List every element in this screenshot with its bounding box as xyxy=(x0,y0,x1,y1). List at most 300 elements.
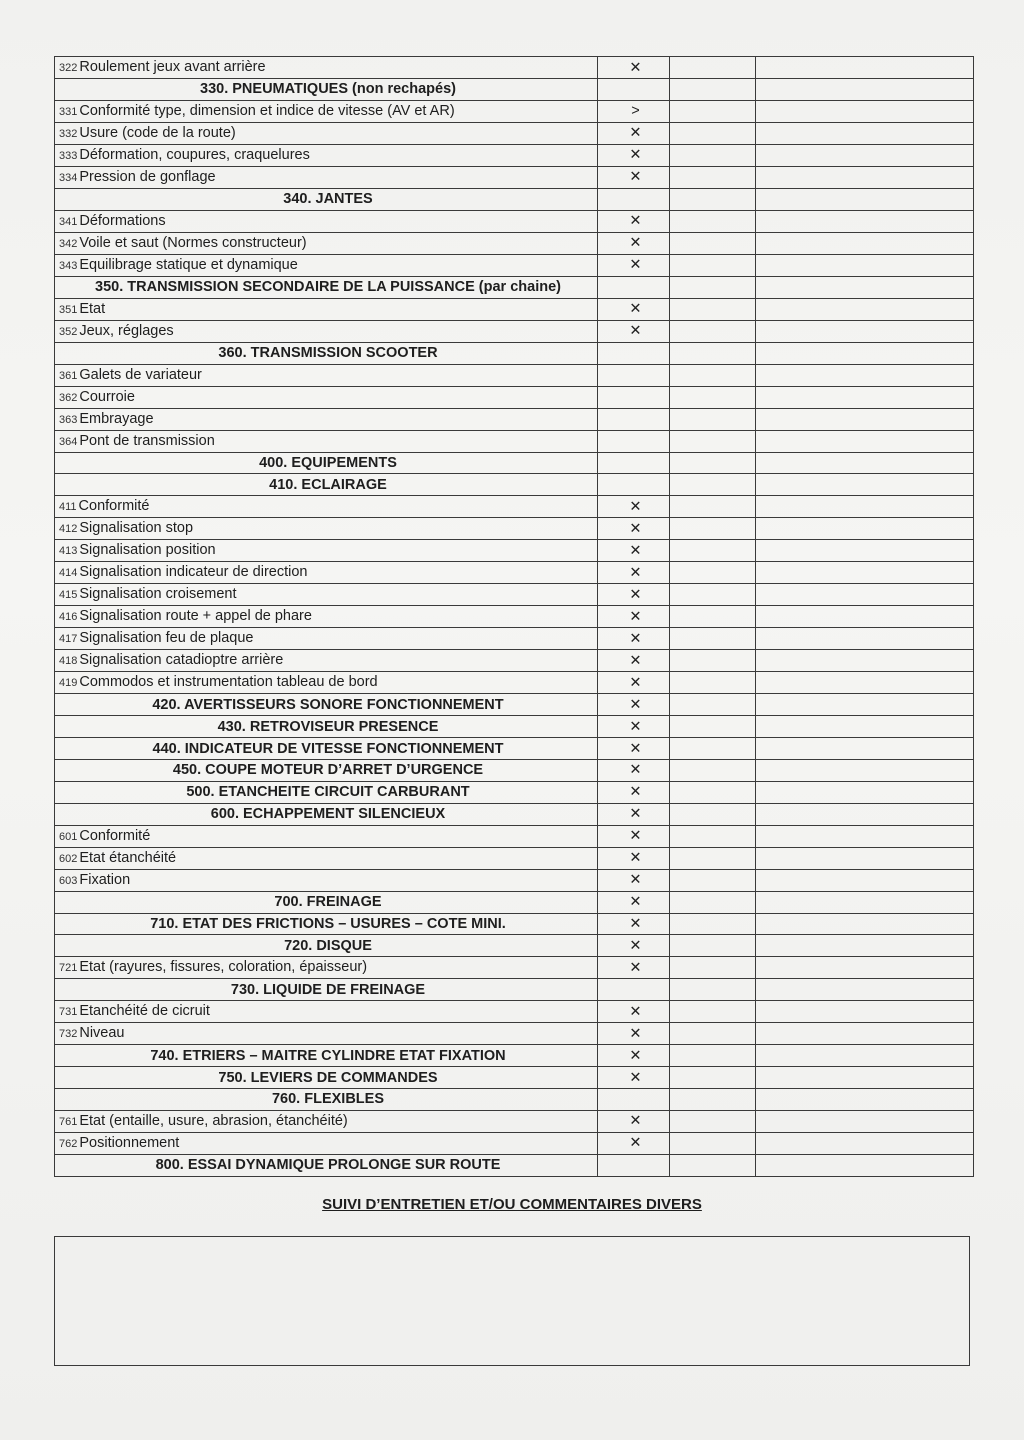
item-label-cell xyxy=(55,386,598,408)
item-label: Etanchéité de cicruit xyxy=(79,1003,210,1020)
section-row xyxy=(55,1089,974,1111)
empty-cell[interactable] xyxy=(670,452,756,474)
empty-cell[interactable] xyxy=(670,913,756,935)
section-heading: 330. PNEUMATIQUES (non rechapés) xyxy=(55,79,598,101)
item-label-cell xyxy=(55,320,598,342)
check-mark-cell[interactable]: ✕ xyxy=(598,232,670,254)
item-number: 364 xyxy=(59,435,78,448)
item-label: Pression de gonflage xyxy=(79,168,216,185)
remarks-cell[interactable] xyxy=(756,1067,974,1089)
check-mark-cell[interactable] xyxy=(598,474,670,496)
remarks-cell[interactable] xyxy=(756,496,974,518)
item-label-cell xyxy=(55,57,598,79)
check-mark-cell[interactable]: ✕ xyxy=(598,584,670,606)
section-row xyxy=(55,738,974,760)
empty-cell[interactable] xyxy=(670,760,756,782)
check-mark-cell[interactable]: ✕ xyxy=(598,298,670,320)
remarks-cell[interactable] xyxy=(756,979,974,1001)
section-heading: 800. ESSAI DYNAMIQUE PROLONGE SUR ROUTE xyxy=(55,1154,598,1176)
empty-cell[interactable] xyxy=(670,188,756,210)
section-heading: 430. RETROVISEUR PRESENCE xyxy=(55,716,598,738)
check-mark-cell[interactable]: ✕ xyxy=(598,781,670,803)
item-row xyxy=(55,672,974,694)
item-label-cell xyxy=(55,650,598,672)
item-label-cell xyxy=(55,584,598,606)
remarks-cell[interactable] xyxy=(756,1110,974,1132)
check-mark-cell[interactable]: ✕ xyxy=(598,1045,670,1067)
remarks-cell[interactable] xyxy=(756,79,974,101)
check-mark-cell[interactable]: ✕ xyxy=(598,672,670,694)
remarks-cell[interactable] xyxy=(756,760,974,782)
item-row xyxy=(55,364,974,386)
empty-cell[interactable] xyxy=(670,122,756,144)
check-mark-cell[interactable]: ✕ xyxy=(598,935,670,957)
section-heading: 750. LEVIERS DE COMMANDES xyxy=(55,1067,598,1089)
item-row xyxy=(55,100,974,122)
remarks-cell[interactable] xyxy=(756,913,974,935)
item-number: 416 xyxy=(59,611,78,624)
item-label-cell xyxy=(55,122,598,144)
section-heading: 700. FREINAGE xyxy=(55,891,598,913)
item-label: Niveau xyxy=(79,1025,125,1042)
item-number: 334 xyxy=(59,171,78,184)
section-row xyxy=(55,913,974,935)
section-heading: 350. TRANSMISSION SECONDAIRE DE LA PUISSANCE (par chaine) xyxy=(55,276,598,298)
remarks-cell[interactable] xyxy=(756,869,974,891)
section-heading: 420. AVERTISSEURS SONORE FONCTIONNEMENT xyxy=(55,694,598,716)
remarks-cell[interactable] xyxy=(756,210,974,232)
empty-cell[interactable] xyxy=(670,716,756,738)
remarks-cell[interactable] xyxy=(756,474,974,496)
item-number: 731 xyxy=(59,1006,78,1019)
item-number: 331 xyxy=(59,105,78,118)
section-heading: 720. DISQUE xyxy=(55,935,598,957)
check-mark-cell[interactable]: ✕ xyxy=(598,320,670,342)
check-mark-cell[interactable] xyxy=(598,1154,670,1176)
section-row xyxy=(55,1067,974,1089)
item-row xyxy=(55,254,974,276)
section-heading: 360. TRANSMISSION SCOOTER xyxy=(55,342,598,364)
item-number: 415 xyxy=(59,589,78,602)
item-row xyxy=(55,562,974,584)
section-heading: 410. ECLAIRAGE xyxy=(55,474,598,496)
check-mark-cell[interactable]: ✕ xyxy=(598,913,670,935)
item-row xyxy=(55,628,974,650)
item-label-cell xyxy=(55,606,598,628)
empty-cell[interactable] xyxy=(670,540,756,562)
item-label: Déformations xyxy=(79,212,166,229)
item-label: Jeux, réglages xyxy=(79,322,174,339)
item-row xyxy=(55,825,974,847)
item-label-cell xyxy=(55,1132,598,1154)
check-mark-cell[interactable]: ✕ xyxy=(598,122,670,144)
check-mark-cell[interactable]: ✕ xyxy=(598,650,670,672)
empty-cell[interactable] xyxy=(670,1132,756,1154)
section-heading: 440. INDICATEUR DE VITESSE FONCTIONNEMENT xyxy=(55,738,598,760)
section-row xyxy=(55,188,974,210)
check-mark-cell[interactable]: ✕ xyxy=(598,803,670,825)
item-number: 322 xyxy=(59,62,78,74)
remarks-cell[interactable] xyxy=(756,650,974,672)
check-mark-cell[interactable]: ✕ xyxy=(598,518,670,540)
remarks-cell[interactable] xyxy=(756,320,974,342)
check-mark-cell[interactable]: ✕ xyxy=(598,210,670,232)
check-mark-cell[interactable] xyxy=(598,408,670,430)
empty-cell[interactable] xyxy=(670,803,756,825)
empty-cell[interactable] xyxy=(670,825,756,847)
item-label: Signalisation position xyxy=(79,542,216,559)
item-row xyxy=(55,57,974,79)
item-number: 362 xyxy=(59,391,78,404)
item-label: Equilibrage statique et dynamique xyxy=(79,256,298,273)
item-label-cell xyxy=(55,210,598,232)
empty-cell[interactable] xyxy=(670,430,756,452)
item-label-cell xyxy=(55,825,598,847)
item-label: Usure (code de la route) xyxy=(79,124,236,141)
item-label: Pont de transmission xyxy=(79,432,215,449)
remarks-cell[interactable] xyxy=(756,672,974,694)
item-number: 343 xyxy=(59,259,78,272)
remarks-cell[interactable] xyxy=(756,144,974,166)
item-label: Signalisation stop xyxy=(79,520,194,537)
item-label-cell xyxy=(55,496,598,518)
check-mark-cell[interactable] xyxy=(598,979,670,1001)
empty-cell[interactable] xyxy=(670,496,756,518)
remarks-cell[interactable] xyxy=(756,584,974,606)
item-label: Conformité xyxy=(78,498,150,515)
remarks-cell[interactable] xyxy=(756,540,974,562)
empty-cell[interactable] xyxy=(670,1154,756,1176)
item-label: Déformation, coupures, craquelures xyxy=(79,146,310,163)
check-mark-cell[interactable]: ✕ xyxy=(598,891,670,913)
remarks-cell[interactable] xyxy=(756,1089,974,1111)
remarks-cell[interactable] xyxy=(756,408,974,430)
empty-cell[interactable] xyxy=(670,298,756,320)
item-row xyxy=(55,650,974,672)
check-mark-cell[interactable]: ✕ xyxy=(598,144,670,166)
item-number: 333 xyxy=(59,149,78,162)
item-number: 342 xyxy=(59,237,78,250)
check-mark-cell[interactable] xyxy=(598,188,670,210)
item-number: 603 xyxy=(59,874,78,887)
remarks-cell[interactable] xyxy=(756,364,974,386)
empty-cell[interactable] xyxy=(670,1001,756,1023)
section-row xyxy=(55,474,974,496)
item-label: Etat xyxy=(79,300,106,317)
remarks-cell[interactable] xyxy=(756,100,974,122)
empty-cell[interactable] xyxy=(670,628,756,650)
item-number: 363 xyxy=(59,413,78,426)
check-mark-cell[interactable]: ✕ xyxy=(598,57,670,79)
remarks-cell[interactable] xyxy=(756,1001,974,1023)
empty-cell[interactable] xyxy=(670,232,756,254)
check-mark-cell[interactable]: ✕ xyxy=(598,562,670,584)
section-row xyxy=(55,935,974,957)
check-mark-cell[interactable]: ✕ xyxy=(598,628,670,650)
check-mark-cell[interactable] xyxy=(598,79,670,101)
item-row xyxy=(55,166,974,188)
empty-cell[interactable] xyxy=(670,166,756,188)
empty-cell[interactable] xyxy=(670,672,756,694)
empty-cell[interactable] xyxy=(670,320,756,342)
empty-cell[interactable] xyxy=(670,1023,756,1045)
section-heading: 710. ETAT DES FRICTIONS – USURES – COTE MINI. xyxy=(55,913,598,935)
item-label-cell xyxy=(55,1110,598,1132)
item-label-cell xyxy=(55,847,598,869)
check-mark-cell[interactable]: > xyxy=(598,100,670,122)
check-mark-cell[interactable] xyxy=(598,276,670,298)
comments-box[interactable] xyxy=(54,1236,970,1366)
empty-cell[interactable] xyxy=(670,781,756,803)
item-label: Positionnement xyxy=(79,1134,180,1151)
item-row xyxy=(55,606,974,628)
item-row xyxy=(55,232,974,254)
item-label: Signalisation feu de plaque xyxy=(79,630,254,647)
remarks-cell[interactable] xyxy=(756,254,974,276)
check-mark-cell[interactable]: ✕ xyxy=(598,1023,670,1045)
check-mark-cell[interactable] xyxy=(598,386,670,408)
empty-cell[interactable] xyxy=(670,364,756,386)
remarks-cell[interactable] xyxy=(756,452,974,474)
item-row xyxy=(55,408,974,430)
check-mark-cell[interactable]: ✕ xyxy=(598,254,670,276)
empty-cell[interactable] xyxy=(670,891,756,913)
item-row xyxy=(55,1132,974,1154)
remarks-cell[interactable] xyxy=(756,847,974,869)
check-mark-cell[interactable]: ✕ xyxy=(598,1001,670,1023)
item-number: 761 xyxy=(59,1115,78,1128)
remarks-cell[interactable] xyxy=(756,276,974,298)
item-row xyxy=(55,386,974,408)
item-number: 361 xyxy=(59,369,78,382)
empty-cell[interactable] xyxy=(670,979,756,1001)
item-number: 412 xyxy=(59,523,78,536)
item-label: Etat étanchéité xyxy=(79,849,177,866)
item-label-cell xyxy=(55,628,598,650)
item-label-cell xyxy=(55,672,598,694)
item-label-cell xyxy=(55,364,598,386)
empty-cell[interactable] xyxy=(670,957,756,979)
empty-cell[interactable] xyxy=(670,584,756,606)
section-row xyxy=(55,979,974,1001)
item-label-cell xyxy=(55,869,598,891)
empty-cell[interactable] xyxy=(670,650,756,672)
remarks-cell[interactable] xyxy=(756,562,974,584)
empty-cell[interactable] xyxy=(670,210,756,232)
remarks-cell[interactable] xyxy=(756,232,974,254)
remarks-cell[interactable] xyxy=(756,1154,974,1176)
item-row xyxy=(55,210,974,232)
remarks-cell[interactable] xyxy=(756,518,974,540)
check-mark-cell[interactable]: ✕ xyxy=(598,738,670,760)
empty-cell[interactable] xyxy=(670,694,756,716)
remarks-cell[interactable] xyxy=(756,57,974,79)
item-label: Signalisation route + appel de phare xyxy=(79,608,312,625)
empty-cell[interactable] xyxy=(670,1089,756,1111)
section-heading: 450. COUPE MOTEUR D’ARRET D’URGENCE xyxy=(55,760,598,782)
section-row xyxy=(55,803,974,825)
item-row xyxy=(55,1110,974,1132)
remarks-cell[interactable] xyxy=(756,935,974,957)
section-row xyxy=(55,781,974,803)
remarks-cell[interactable] xyxy=(756,694,974,716)
item-label: Embrayage xyxy=(79,410,154,427)
remarks-cell[interactable] xyxy=(756,1132,974,1154)
check-mark-cell[interactable] xyxy=(598,452,670,474)
remarks-cell[interactable] xyxy=(756,122,974,144)
item-row xyxy=(55,518,974,540)
item-label: Conformité xyxy=(79,827,151,844)
remarks-cell[interactable] xyxy=(756,166,974,188)
empty-cell[interactable] xyxy=(670,408,756,430)
check-mark-cell[interactable]: ✕ xyxy=(598,540,670,562)
item-label-cell xyxy=(55,957,598,979)
section-heading: 740. ETRIERS – MAITRE CYLINDRE ETAT FIXATION xyxy=(55,1045,598,1067)
empty-cell[interactable] xyxy=(670,386,756,408)
remarks-cell[interactable] xyxy=(756,1045,974,1067)
remarks-cell[interactable] xyxy=(756,738,974,760)
check-mark-cell[interactable]: ✕ xyxy=(598,166,670,188)
item-label: Conformité type, dimension et indice de vitesse (AV et AR) xyxy=(79,102,455,119)
remarks-cell[interactable] xyxy=(756,781,974,803)
item-row xyxy=(55,1023,974,1045)
section-row xyxy=(55,452,974,474)
remarks-cell[interactable] xyxy=(756,606,974,628)
item-row xyxy=(55,847,974,869)
remarks-cell[interactable] xyxy=(756,891,974,913)
remarks-cell[interactable] xyxy=(756,342,974,364)
section-row xyxy=(55,276,974,298)
empty-cell[interactable] xyxy=(670,254,756,276)
check-mark-cell[interactable]: ✕ xyxy=(598,694,670,716)
empty-cell[interactable] xyxy=(670,144,756,166)
remarks-cell[interactable] xyxy=(756,628,974,650)
item-label-cell xyxy=(55,540,598,562)
item-label: Commodos et instrumentation tableau de bord xyxy=(79,674,378,691)
check-mark-cell[interactable]: ✕ xyxy=(598,1110,670,1132)
empty-cell[interactable] xyxy=(670,79,756,101)
item-label: Etat (entaille, usure, abrasion, étanchéité) xyxy=(79,1112,348,1129)
checklist-body xyxy=(55,57,974,1177)
check-mark-cell[interactable]: ✕ xyxy=(598,496,670,518)
item-number: 419 xyxy=(59,677,78,690)
item-label: Voile et saut (Normes constructeur) xyxy=(79,234,307,251)
section-row xyxy=(55,342,974,364)
empty-cell[interactable] xyxy=(670,847,756,869)
item-label-cell xyxy=(55,232,598,254)
remarks-cell[interactable] xyxy=(756,386,974,408)
empty-cell[interactable] xyxy=(670,1067,756,1089)
item-number: 762 xyxy=(59,1137,78,1150)
empty-cell[interactable] xyxy=(670,57,756,79)
remarks-cell[interactable] xyxy=(756,825,974,847)
check-mark-cell[interactable]: ✕ xyxy=(598,869,670,891)
item-label-cell xyxy=(55,430,598,452)
comments-title: SUIVI D’ENTRETIEN ET/OU COMMENTAIRES DIVERS xyxy=(322,1196,702,1213)
item-row xyxy=(55,584,974,606)
item-label-cell xyxy=(55,298,598,320)
empty-cell[interactable] xyxy=(670,276,756,298)
item-label-cell xyxy=(55,408,598,430)
item-number: 602 xyxy=(59,852,78,865)
check-mark-cell[interactable] xyxy=(598,430,670,452)
item-number: 601 xyxy=(59,830,78,843)
item-number: 332 xyxy=(59,127,78,140)
empty-cell[interactable] xyxy=(670,342,756,364)
check-mark-cell[interactable]: ✕ xyxy=(598,825,670,847)
item-number: 352 xyxy=(59,325,78,338)
check-mark-cell[interactable]: ✕ xyxy=(598,957,670,979)
empty-cell[interactable] xyxy=(670,474,756,496)
empty-cell[interactable] xyxy=(670,869,756,891)
empty-cell[interactable] xyxy=(670,935,756,957)
item-label-cell xyxy=(55,518,598,540)
check-mark-cell[interactable]: ✕ xyxy=(598,1067,670,1089)
empty-cell[interactable] xyxy=(670,1045,756,1067)
item-label: Etat (rayures, fissures, coloration, épaisseur) xyxy=(79,959,368,976)
item-number: 341 xyxy=(59,215,78,228)
item-number: 351 xyxy=(59,303,78,316)
item-label: Galets de variateur xyxy=(79,366,202,383)
empty-cell[interactable] xyxy=(670,1110,756,1132)
check-mark-cell[interactable] xyxy=(598,364,670,386)
check-mark-cell[interactable]: ✕ xyxy=(598,716,670,738)
item-label: Courroie xyxy=(79,388,135,405)
check-mark-cell[interactable]: ✕ xyxy=(598,760,670,782)
section-row xyxy=(55,891,974,913)
item-row xyxy=(55,1001,974,1023)
item-row xyxy=(55,122,974,144)
item-number: 732 xyxy=(59,1028,78,1041)
check-mark-cell[interactable]: ✕ xyxy=(598,606,670,628)
remarks-cell[interactable] xyxy=(756,716,974,738)
section-row xyxy=(55,760,974,782)
item-row xyxy=(55,869,974,891)
item-row xyxy=(55,430,974,452)
item-label: Roulement jeux avant arrière xyxy=(79,59,266,75)
item-label: Signalisation indicateur de direction xyxy=(79,564,308,581)
section-heading: 600. ECHAPPEMENT SILENCIEUX xyxy=(55,803,598,825)
item-row xyxy=(55,298,974,320)
item-label-cell xyxy=(55,1023,598,1045)
item-label: Signalisation catadioptre arrière xyxy=(79,652,284,669)
remarks-cell[interactable] xyxy=(756,298,974,320)
remarks-cell[interactable] xyxy=(756,188,974,210)
empty-cell[interactable] xyxy=(670,100,756,122)
remarks-cell[interactable] xyxy=(756,1023,974,1045)
item-number: 413 xyxy=(59,545,78,558)
remarks-cell[interactable] xyxy=(756,430,974,452)
item-row xyxy=(55,540,974,562)
remarks-cell[interactable] xyxy=(756,803,974,825)
item-label: Signalisation croisement xyxy=(79,586,237,603)
section-row xyxy=(55,1045,974,1067)
empty-cell[interactable] xyxy=(670,518,756,540)
check-mark-cell[interactable]: ✕ xyxy=(598,1132,670,1154)
check-mark-cell[interactable] xyxy=(598,342,670,364)
item-label-cell xyxy=(55,562,598,584)
empty-cell[interactable] xyxy=(670,738,756,760)
item-row xyxy=(55,144,974,166)
check-mark-cell[interactable] xyxy=(598,1089,670,1111)
inspection-checklist-table xyxy=(54,56,974,1177)
item-label-cell xyxy=(55,144,598,166)
check-mark-cell[interactable]: ✕ xyxy=(598,847,670,869)
remarks-cell[interactable] xyxy=(756,957,974,979)
empty-cell[interactable] xyxy=(670,606,756,628)
item-label-cell xyxy=(55,166,598,188)
empty-cell[interactable] xyxy=(670,562,756,584)
